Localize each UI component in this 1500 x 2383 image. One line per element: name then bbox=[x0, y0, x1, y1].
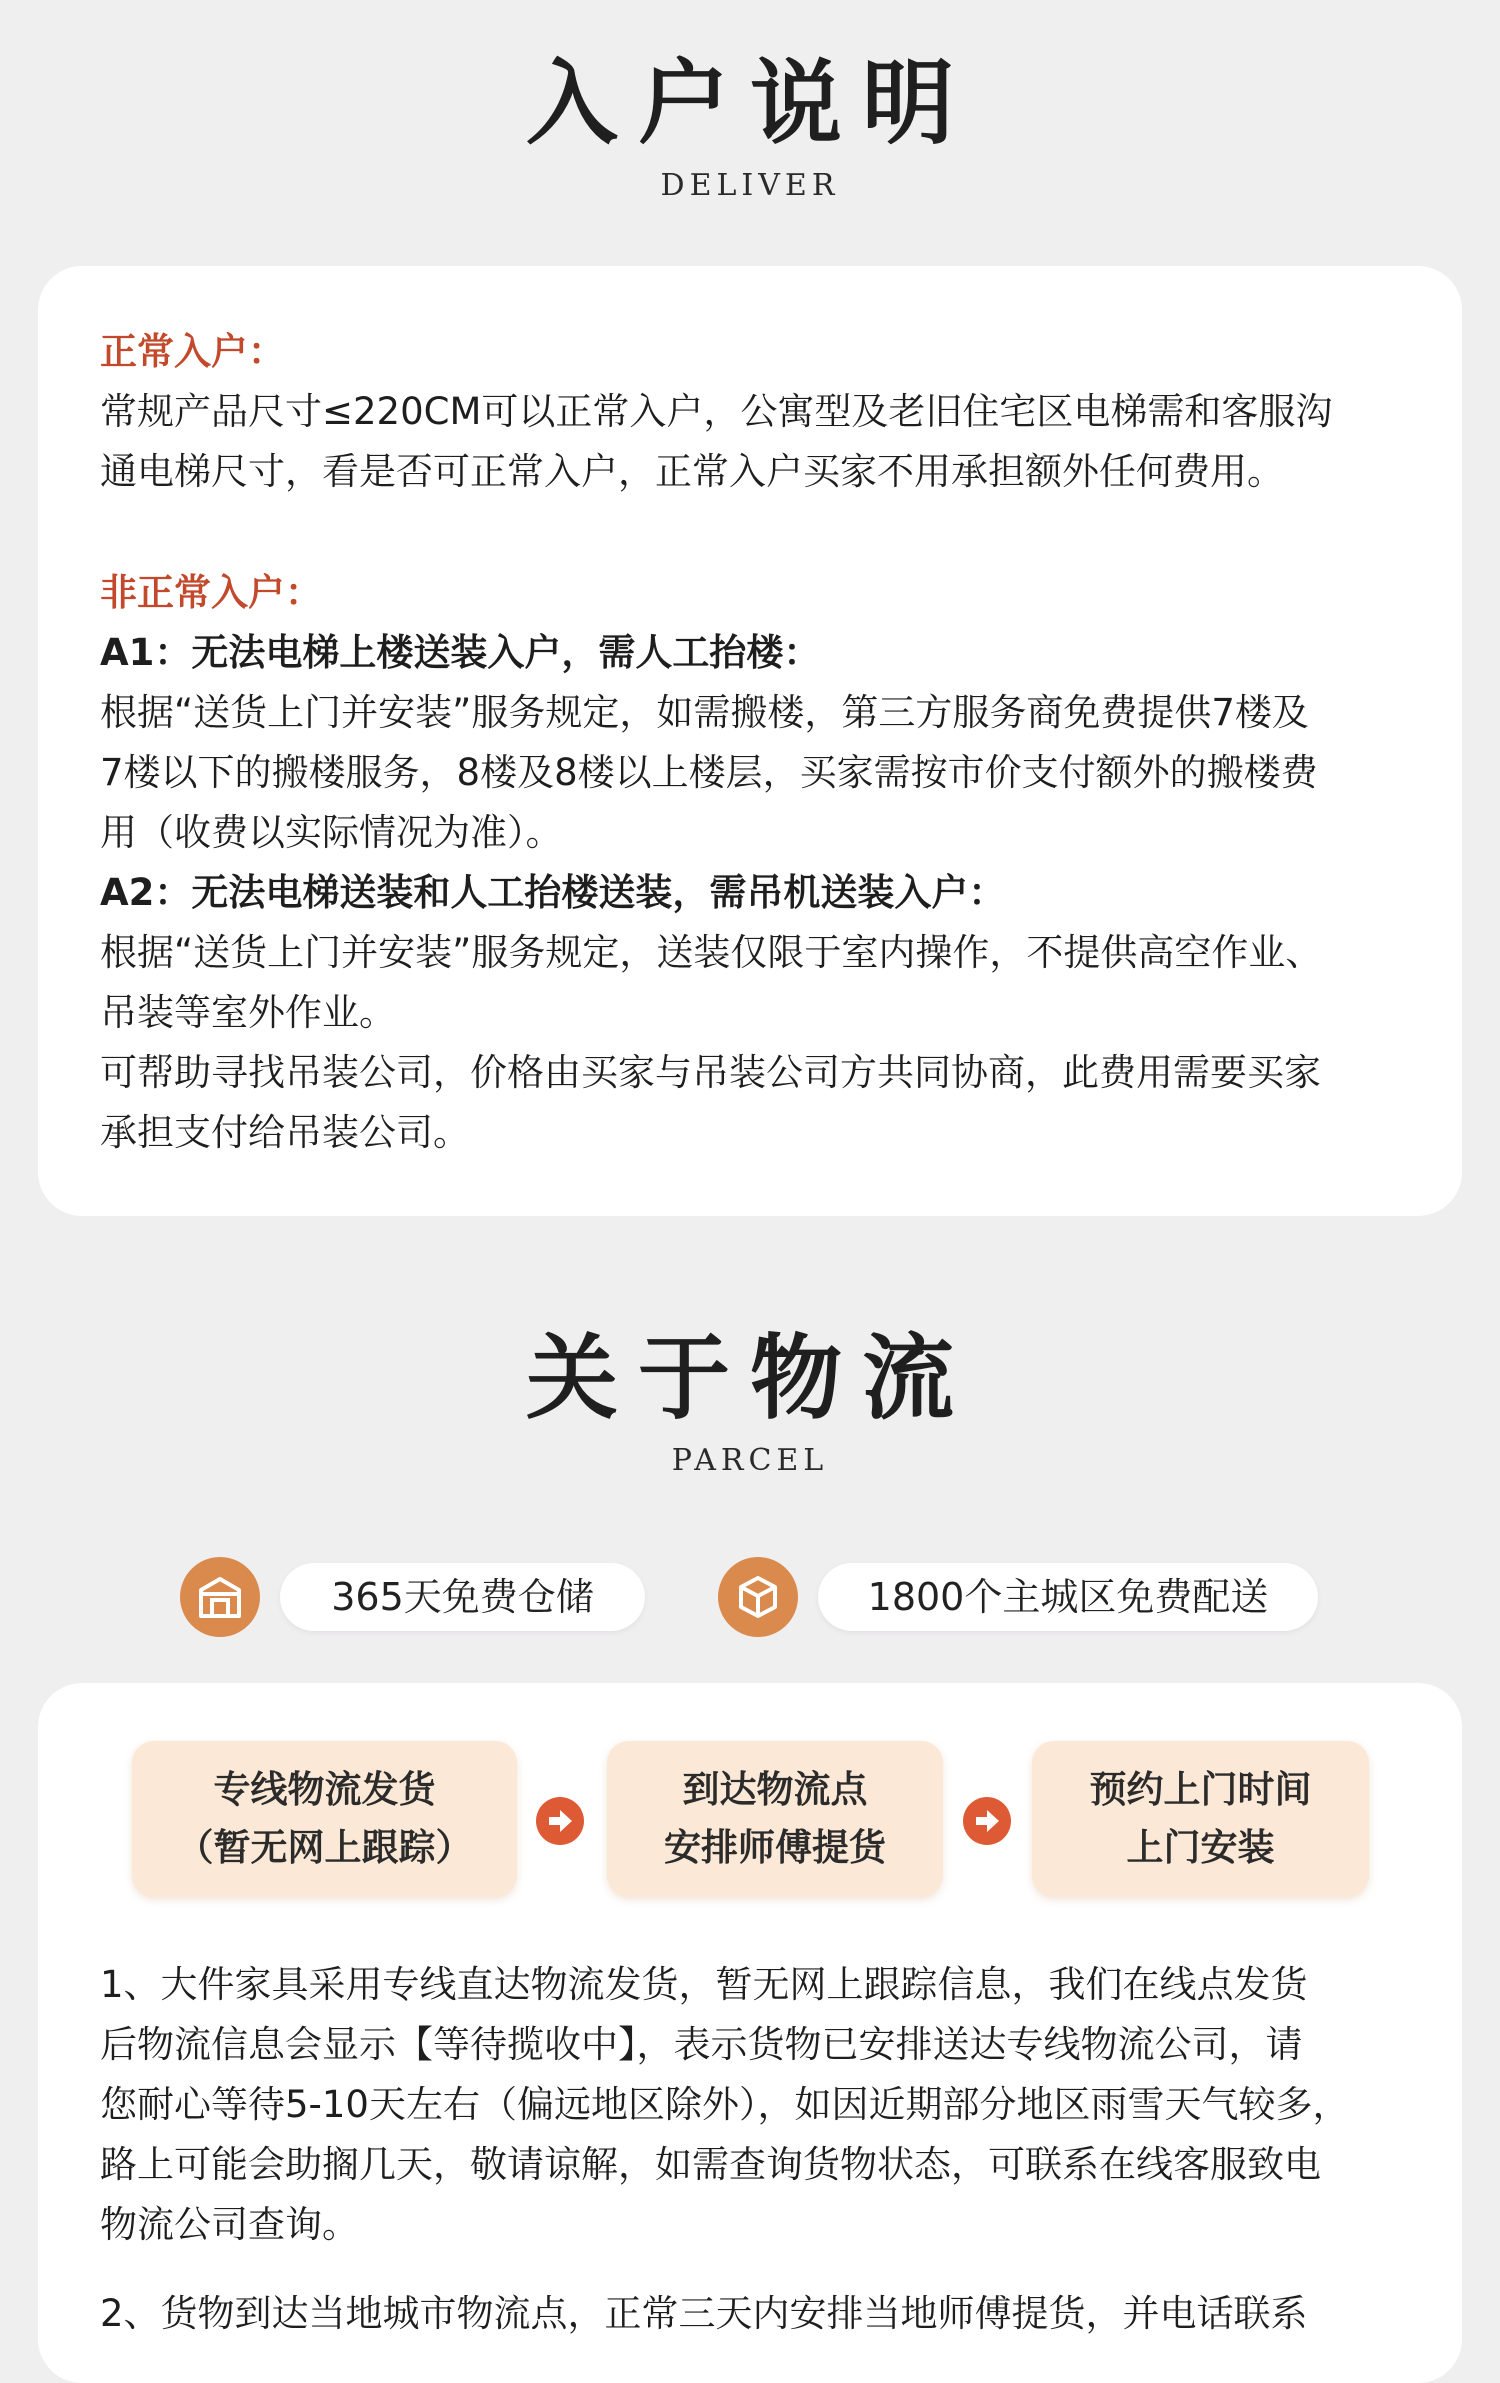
abnormal-heading: 非正常入户： bbox=[100, 571, 322, 614]
arrow-right-icon bbox=[963, 1797, 1011, 1845]
note-line-4: 路上可能会助搁几天，敬请谅解，如需查询货物状态，可联系在线客服致电 bbox=[100, 2143, 1321, 2186]
step-ship-line2: （暂无网上跟踪） bbox=[176, 1826, 473, 1869]
parcel-subtitle: PARCEL bbox=[671, 1443, 829, 1478]
a2-line-3: 可帮助寻找吊装公司，价格由买家与吊装公司方共同协商，此费用需要买家 bbox=[100, 1051, 1321, 1094]
normal-line-1: 常规产品尺寸≤220CM可以正常入户，公寓型及老旧住宅区电梯需和客服沟 bbox=[100, 390, 1333, 433]
note-line-3: 您耐心等待5-10天左右（偏远地区除外），如因近期部分地区雨雪天气较多， bbox=[100, 2083, 1350, 2126]
step-install bbox=[1032, 1741, 1369, 1897]
deliver-subtitle: DELIVER bbox=[660, 168, 840, 203]
note-line-5: 物流公司查询。 bbox=[100, 2203, 359, 2246]
a2-line-1: 根据“送货上门并安装”服务规定，送装仅限于室内操作，不提供高空作业、 bbox=[100, 931, 1323, 974]
step-arrive bbox=[607, 1741, 943, 1897]
a2-line-4: 承担支付给吊装公司。 bbox=[100, 1111, 470, 1154]
a1-line-3: 用（收费以实际情况为准）。 bbox=[100, 811, 563, 854]
note-line-1: 1、大件家具采用专线直达物流发货，暂无网上跟踪信息，我们在线点发货 bbox=[100, 1963, 1308, 2006]
normal-heading: 正常入户： bbox=[100, 330, 285, 373]
step-install-line2: 上门安装 bbox=[1126, 1826, 1275, 1869]
a2-heading: A2：无法电梯送装和人工抬楼送装，需吊机送装入户： bbox=[100, 871, 1006, 914]
free-storage-badge: 365天免费仓储 bbox=[280, 1563, 645, 1631]
a2-line-2: 吊装等室外作业。 bbox=[100, 991, 396, 1034]
parcel-title: 关于物流 bbox=[525, 1325, 974, 1432]
package-icon bbox=[718, 1557, 798, 1637]
warehouse-icon bbox=[180, 1557, 260, 1637]
note-2-partial: 2、货物到达当地城市物流点，正常三天内安排当地师傅提货，并电话联系 bbox=[100, 2292, 1308, 2335]
free-delivery-badge: 1800个主城区免费配送 bbox=[818, 1563, 1318, 1631]
a1-line-2: 7楼以下的搬楼服务，8楼及8楼以上楼层，买家需按市价支付额外的搬楼费 bbox=[100, 751, 1318, 794]
deliver-title: 入户说明 bbox=[525, 50, 974, 157]
a1-line-1: 根据“送货上门并安装”服务规定，如需搬楼，第三方服务商免费提供7楼及 bbox=[100, 691, 1309, 734]
a1-heading: A1：无法电梯上楼送装入户，需人工抬楼： bbox=[100, 631, 821, 674]
arrow-right-icon bbox=[536, 1797, 584, 1845]
step-arrive-line1: 到达物流点 bbox=[682, 1768, 868, 1811]
step-ship bbox=[132, 1741, 517, 1897]
step-install-line1: 预约上门时间 bbox=[1089, 1768, 1312, 1811]
step-ship-line1: 专线物流发货 bbox=[213, 1768, 436, 1811]
note-line-2: 后物流信息会显示【等待揽收中】，表示货物已安排送达专线物流公司，请 bbox=[100, 2023, 1303, 2066]
step-arrive-line2: 安排师傅提货 bbox=[664, 1826, 886, 1869]
normal-line-2: 通电梯尺寸，看是否可正常入户，正常入户买家不用承担额外任何费用。 bbox=[100, 450, 1284, 493]
